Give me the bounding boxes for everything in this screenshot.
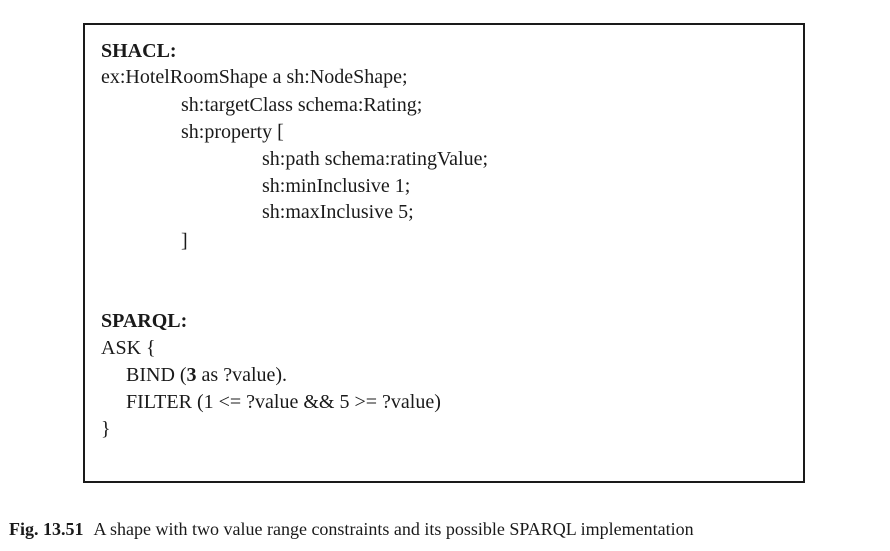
shacl-heading: SHACL: xyxy=(101,40,177,62)
sparql-bind-value: 3 xyxy=(186,364,197,386)
sparql-line-close: } xyxy=(101,418,111,440)
shacl-line-path: sh:path schema:ratingValue; xyxy=(262,148,489,170)
shacl-line-property-open: sh:property [ xyxy=(181,121,284,143)
shacl-line-property-close: ] xyxy=(181,230,188,252)
shacl-line-shape: ex:HotelRoomShape a sh:NodeShape; xyxy=(101,66,408,88)
sparql-line-ask: ASK { xyxy=(101,337,156,359)
shacl-line-max-inclusive: sh:maxInclusive 5; xyxy=(262,201,414,223)
sparql-line-bind xyxy=(126,362,287,388)
figure-label: Fig. 13.51 xyxy=(9,519,84,539)
sparql-bind-prefix: BIND ( xyxy=(126,364,187,386)
sparql-line-filter: FILTER (1 <= ?value && 5 >= ?value) xyxy=(126,391,441,413)
shacl-line-target-class: sh:targetClass schema:Rating; xyxy=(181,94,423,116)
sparql-bind-suffix: as ?value). xyxy=(196,364,288,386)
sparql-heading: SPARQL: xyxy=(101,310,188,332)
figure-caption xyxy=(9,518,694,540)
figure-caption-text: A shape with two value range constraints and its possible SPARQL implementation xyxy=(93,519,694,539)
shacl-line-min-inclusive: sh:minInclusive 1; xyxy=(262,175,411,197)
